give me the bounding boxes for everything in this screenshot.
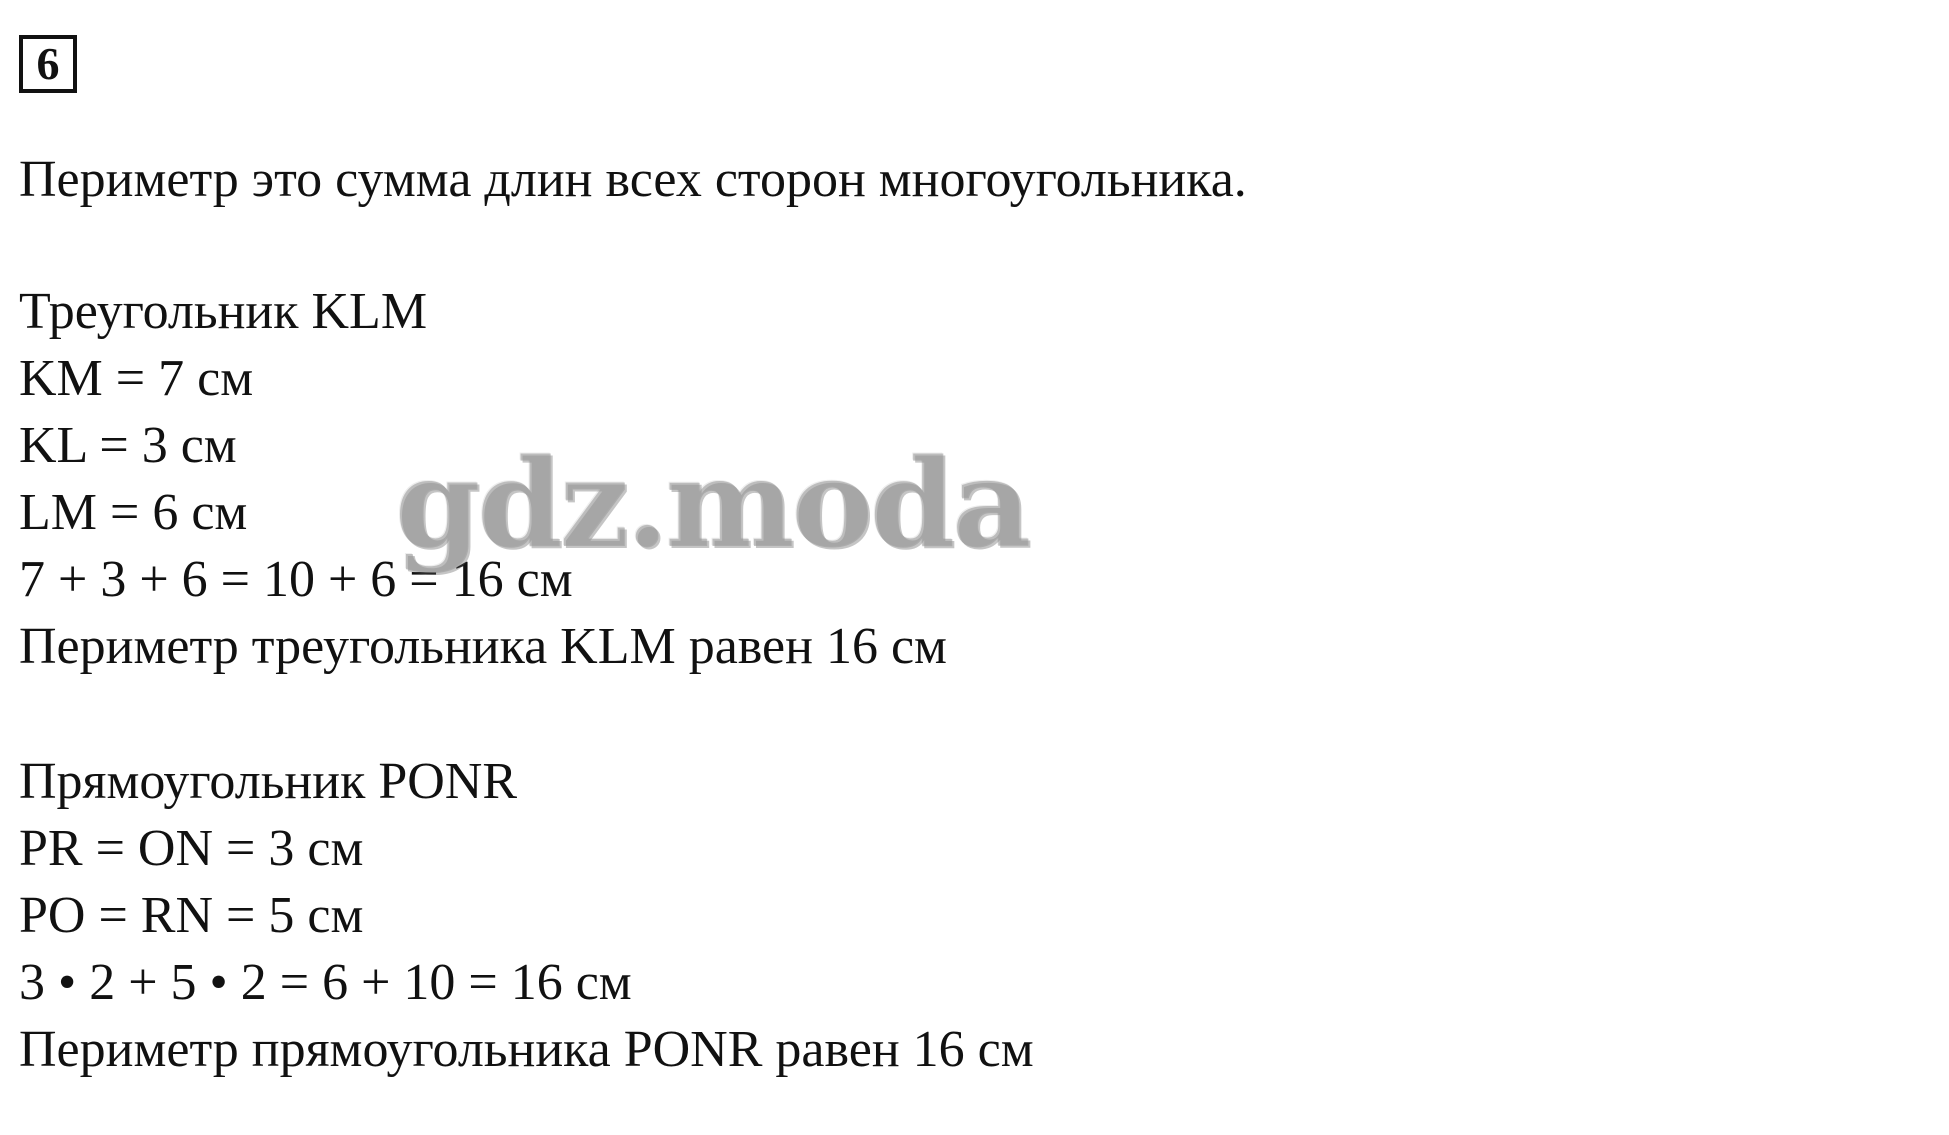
task-number-box: 6 (19, 35, 77, 93)
rectangle-line-pr-on: PR = ON = 3 см (19, 820, 364, 877)
triangle-title: Треугольник KLM (19, 283, 428, 340)
rectangle-line-po-rn: PO = RN = 5 см (19, 887, 364, 944)
rectangle-calculation: 3 • 2 + 5 • 2 = 6 + 10 = 16 см (19, 954, 632, 1011)
rectangle-conclusion: Периметр прямоугольника PONR равен 16 см (19, 1021, 1034, 1078)
definition-text: Периметр это сумма длин всех сторон многоугольника. (19, 151, 1247, 208)
triangle-line-km: KM = 7 см (19, 350, 254, 407)
triangle-line-lm: LM = 6 см (19, 484, 248, 541)
triangle-conclusion: Периметр треугольника KLM равен 16 см (19, 618, 947, 675)
triangle-calculation: 7 + 3 + 6 = 10 + 6 = 16 см (19, 551, 573, 608)
triangle-line-kl: KL = 3 см (19, 417, 237, 474)
watermark-logo: gdz.moda (395, 431, 1029, 575)
rectangle-title: Прямоугольник PONR (19, 753, 518, 810)
